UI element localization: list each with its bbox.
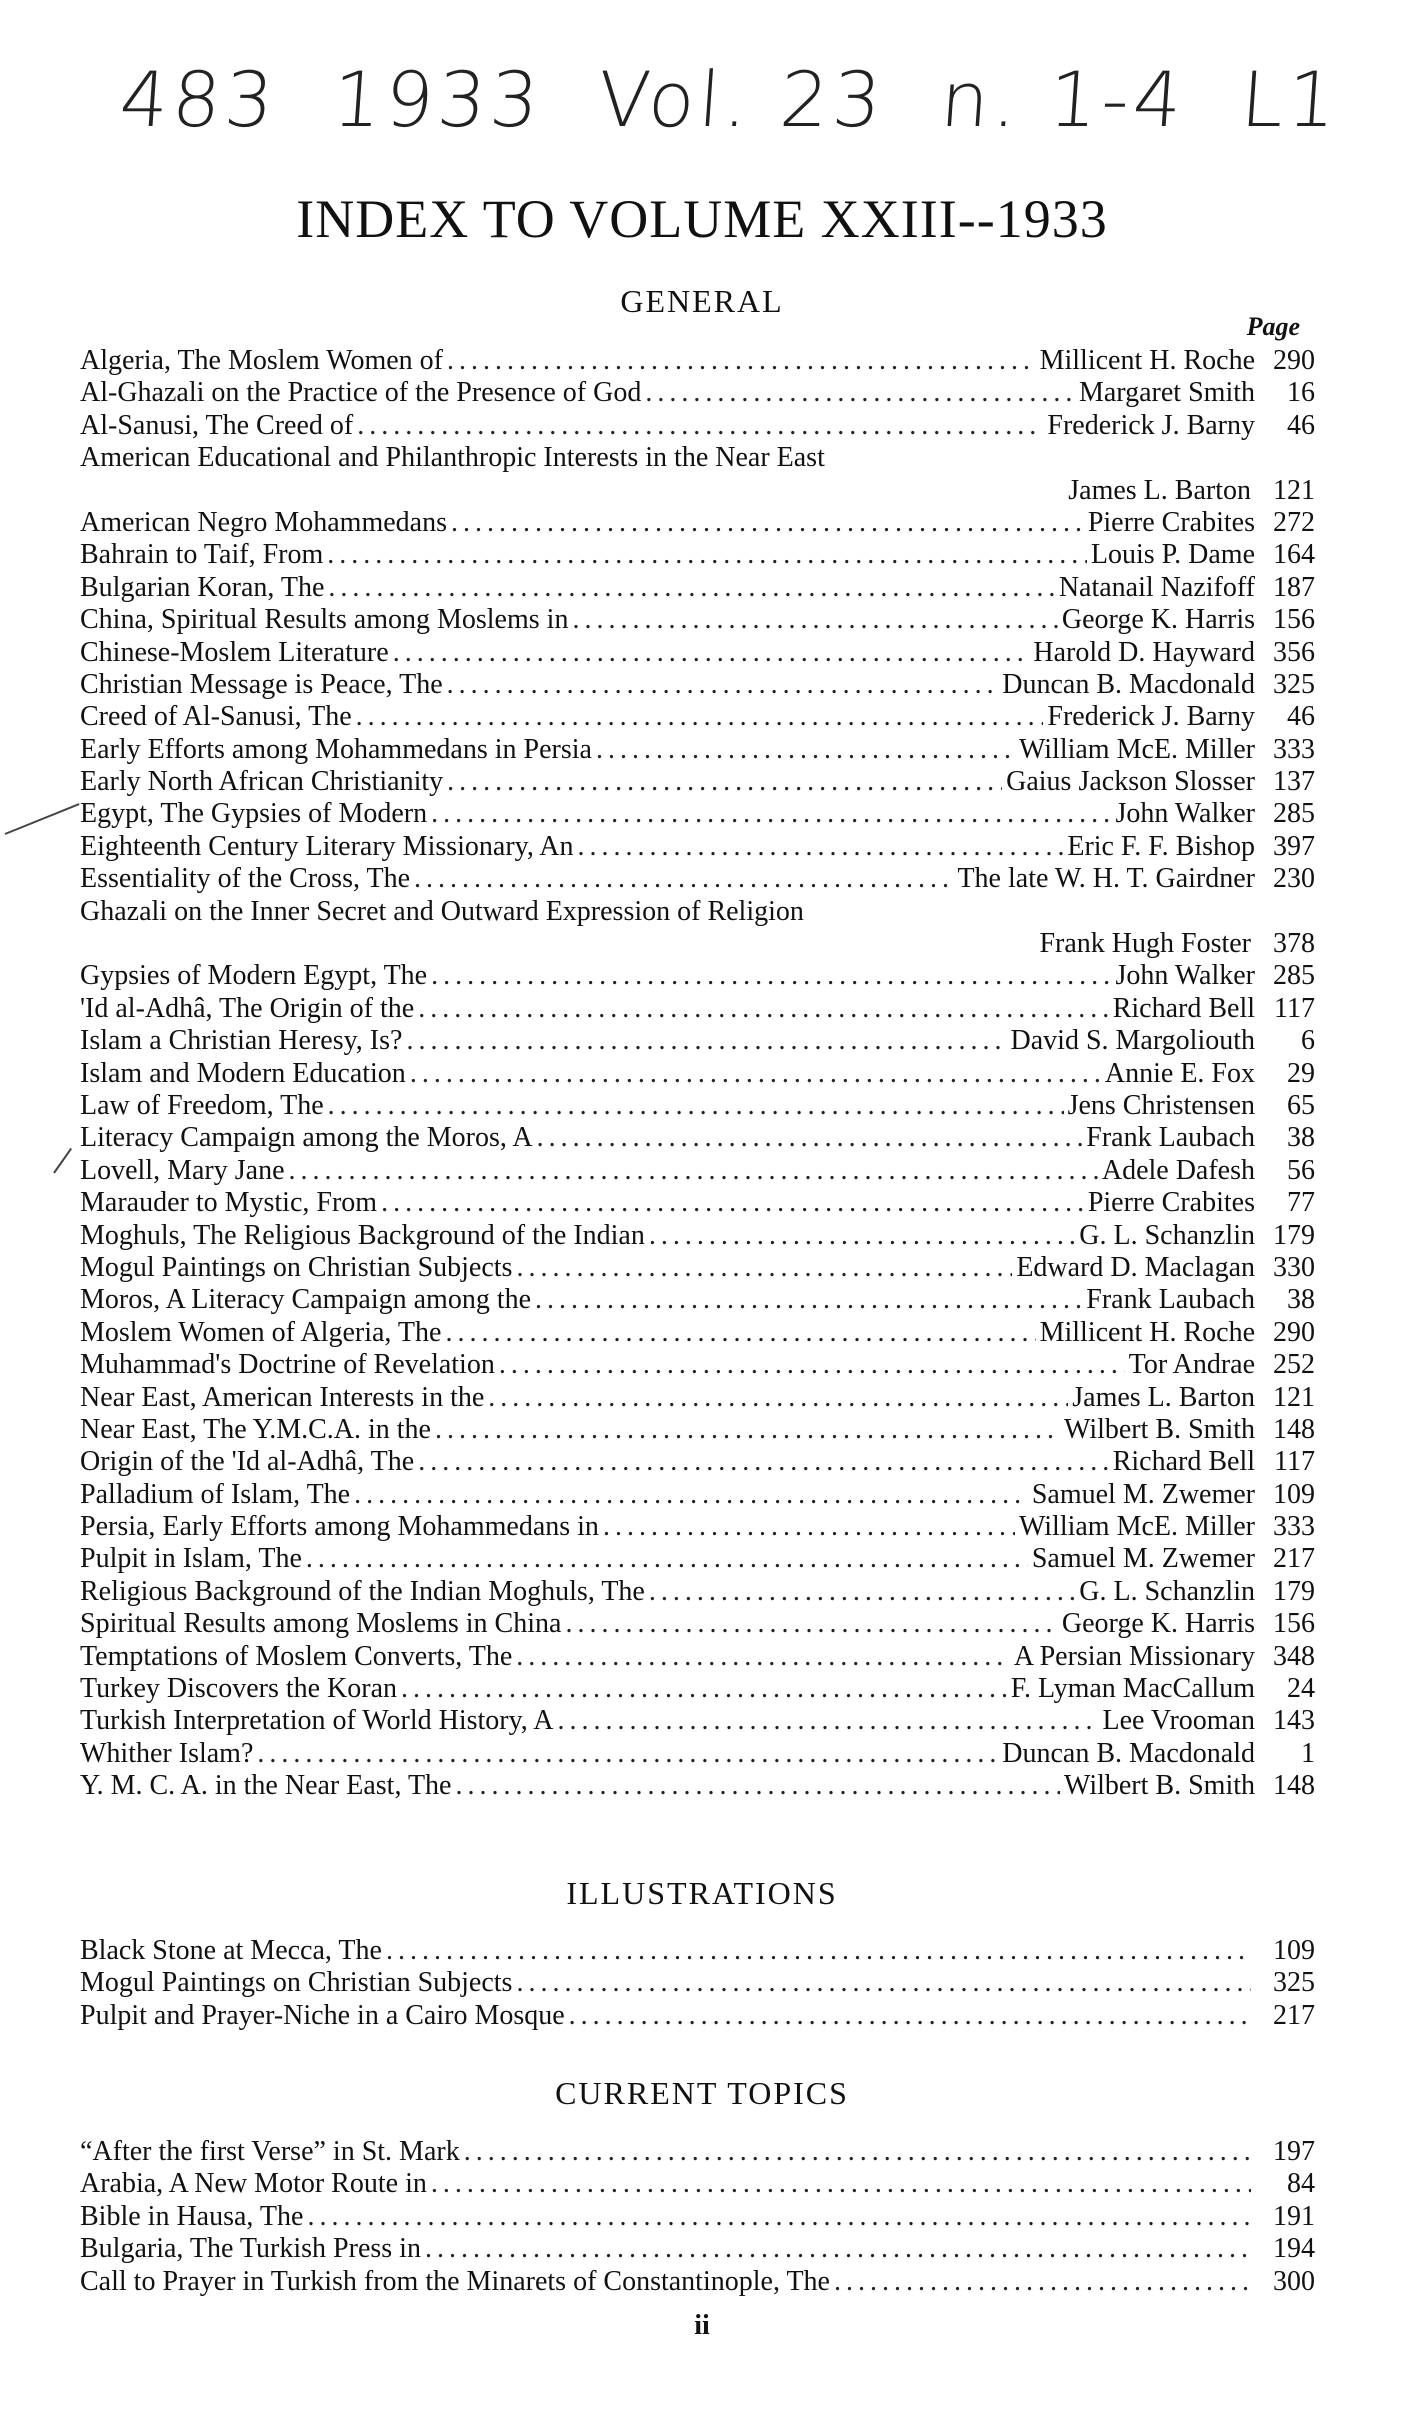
dot-leader [307,2201,1251,2233]
entry-page-number: 194 [1273,2233,1315,2265]
entry-subject: Lovell, Mary Jane [80,1154,285,1186]
entry-page-number: 300 [1273,2265,1315,2297]
entry-author: Harold D. Hayward [1033,636,1255,668]
entry-subject: Temptations of Moslem Converts, The [80,1640,513,1672]
entry-page-number: 378 [1273,928,1315,960]
dot-leader [645,377,1075,409]
dot-leader [447,345,1036,377]
entry-author: Gaius Jackson Slosser [1006,766,1255,798]
entry-subject: Arabia, A New Motor Route in [80,2168,427,2200]
entry-subject: Moslem Women of Algeria, The [80,1316,442,1348]
index-entry [80,1122,1315,1154]
entry-author: Frank Hugh Foster [1039,928,1251,960]
entry-page-number: 156 [1273,604,1315,636]
index-entry [80,1543,1315,1575]
entry-subject: Early North African Christianity [80,766,444,798]
entry-author: Lee Vrooman [1102,1705,1255,1737]
entry-author: Jens Christensen [1067,1089,1255,1121]
entry-page-number: 285 [1273,960,1315,992]
handwritten-part: Vol. 23 [595,55,889,144]
index-entry [80,2136,1315,2168]
entry-author: Frederick J. Barny [1047,701,1255,733]
entry-author: William McE. Miller [1018,733,1255,765]
dot-leader [357,410,1043,442]
section-heading-illustrations: ILLUSTRATIONS [566,1875,838,1911]
index-entry [80,2201,1315,2233]
handwritten-part: 1933 [329,55,546,144]
index-entry [80,993,1315,1025]
dot-leader [354,1479,1028,1511]
entry-page-number: 397 [1273,830,1315,862]
index-entry [80,896,1315,928]
index-entry [80,831,1315,863]
dot-leader [572,604,1057,636]
index-entry [80,1967,1315,1999]
dot-leader [603,1511,1015,1543]
entry-page-number: 230 [1273,863,1315,895]
index-entry [80,1090,1315,1122]
index-entry [80,928,1315,960]
entry-page-number: 191 [1273,2200,1315,2232]
entry-page-number: 356 [1273,636,1315,668]
current-topics-index-list [80,2136,1315,2298]
index-entry [80,1576,1315,1608]
entry-page-number: 290 [1273,1316,1315,1348]
entry-page-number: 117 [1274,992,1315,1024]
entry-subject: Al-Sanusi, The Creed of [80,409,354,441]
entry-subject: Bahrain to Taif, From [80,539,324,571]
dot-leader [431,798,1111,830]
index-entry [80,2233,1315,2265]
index-entry [80,1511,1315,1543]
dot-leader [535,1284,1082,1316]
entry-page-number: 187 [1273,571,1315,603]
dot-leader [578,831,1064,863]
entry-author: Samuel M. Zwemer [1031,1543,1255,1575]
index-entry [80,604,1315,636]
index-entry [80,637,1315,669]
entry-page-number: 38 [1287,1122,1315,1154]
entry-subject: Pulpit and Prayer-Niche in a Cairo Mosque [80,1999,565,2031]
entry-page-number: 121 [1273,474,1315,506]
dot-leader [445,1317,1035,1349]
entry-author: Edward D. Maclagan [1016,1251,1255,1283]
entry-page-number: 117 [1274,1446,1315,1478]
dot-leader [356,701,1044,733]
index-entry [80,345,1315,377]
dot-leader [410,1058,1101,1090]
entry-author: William McE. Miller [1018,1511,1255,1543]
entry-page-number: 46 [1287,409,1315,441]
entry-subject: Call to Prayer in Turkish from the Minarets of Constantinople, The [80,2265,830,2297]
entry-author: Duncan B. Macdonald [1002,1737,1255,1769]
entry-page-number: 137 [1273,766,1315,798]
index-entry [80,1673,1315,1705]
dot-leader [557,1705,1098,1737]
entry-page-number: 121 [1273,1381,1315,1413]
entry-page-number: 333 [1273,1511,1315,1543]
entry-page-number: 143 [1273,1705,1315,1737]
index-entry [80,1608,1315,1640]
dot-leader [649,1220,1075,1252]
entry-author: Annie E. Fox [1104,1057,1255,1089]
page-number: ii [694,2310,710,2341]
entry-author: Frank Laubach [1086,1122,1255,1154]
dot-leader [425,2233,1251,2265]
index-entry [80,734,1315,766]
dot-leader [257,1738,998,1770]
entry-page-number: 290 [1273,345,1315,376]
index-entry [80,1058,1315,1090]
dot-leader [649,1576,1075,1608]
dot-leader [431,960,1111,992]
index-entry [80,1382,1315,1414]
entry-subject: Moros, A Literacy Campaign among the [80,1284,532,1316]
index-entry [80,539,1315,571]
entry-page-number: 65 [1287,1089,1315,1121]
entry-page-number: 84 [1287,2168,1315,2200]
entry-author: Samuel M. Zwemer [1031,1478,1255,1510]
entry-subject: Creed of Al-Sanusi, The [80,701,352,733]
index-entry [80,701,1315,733]
dot-leader [537,1122,1083,1154]
entry-subject: Y. M. C. A. in the Near East, The [80,1770,452,1802]
entry-subject: Spiritual Results among Moslems in China [80,1608,562,1640]
entry-author: Duncan B. Macdonald [1002,668,1255,700]
entry-page-number: 56 [1287,1154,1315,1186]
dot-leader [516,1641,1010,1673]
entry-author: Eric F. F. Bishop [1067,830,1255,862]
entry-subject: Law of Freedom, The [80,1089,324,1121]
entry-author: G. L. Schanzlin [1079,1575,1255,1607]
entry-subject: Turkish Interpretation of World History, A [80,1705,554,1737]
entry-author: James L. Barton [1072,1381,1255,1413]
handwritten-part: L1 [1238,55,1344,144]
index-entry [80,2266,1315,2298]
entry-page-number: 1 [1301,1737,1315,1769]
dot-leader [488,1382,1068,1414]
dot-leader [328,1090,1064,1122]
dot-leader [516,1967,1251,1999]
dot-leader [447,669,999,701]
entry-author: F. Lyman MacCallum [1010,1673,1255,1705]
entry-subject: Bible in Hausa, The [80,2200,304,2232]
entry-page-number: 197 [1273,2136,1315,2167]
entry-subject: Mogul Paintings on Christian Subjects [80,1967,513,1999]
entry-author: John Walker [1115,960,1255,992]
entry-subject: Mogul Paintings on Christian Subjects [80,1251,513,1283]
dot-leader [401,1673,1007,1705]
entry-subject: American Educational and Philanthropic Interests in the Near East [80,442,825,474]
dot-leader [565,1608,1057,1640]
index-entry [80,410,1315,442]
entry-subject: China, Spiritual Results among Moslems in [80,604,569,636]
section-heading-current-topics: CURRENT TOPICS [555,2075,849,2111]
entry-subject: Origin of the 'Id al-Adhâ, The [80,1446,415,1478]
entry-author: Richard Bell [1112,992,1255,1024]
dot-leader [451,507,1084,539]
index-entry [80,572,1315,604]
dot-leader [327,539,1087,571]
dot-leader [289,1155,1098,1187]
entry-subject: Marauder to Mystic, From [80,1187,378,1219]
dot-leader [414,863,953,895]
index-entry [80,475,1315,507]
entry-subject: 'Id al-Adhâ, The Origin of the [80,992,415,1024]
entry-author: Adele Dafesh [1101,1154,1255,1186]
dot-leader [306,1543,1028,1575]
entry-subject: Moghuls, The Religious Background of the Indian [80,1219,645,1251]
index-entry [80,1220,1315,1252]
page-column-label: Page [1246,312,1300,341]
entry-subject: Near East, The Y.M.C.A. in the [80,1413,431,1445]
entry-page-number: 285 [1273,798,1315,830]
dot-leader [418,993,1108,1025]
dot-leader [431,2168,1251,2200]
entry-author: G. L. Schanzlin [1079,1219,1255,1251]
entry-page-number: 109 [1273,1935,1315,1966]
dot-leader [328,572,1054,604]
entry-page-number: 217 [1273,1999,1315,2031]
entry-author: The late W. H. T. Gairdner [957,863,1255,895]
index-entry [80,507,1315,539]
pencil-mark [5,803,80,835]
index-entry [80,1187,1315,1219]
entry-subject: Muhammad's Doctrine of Revelation [80,1349,495,1381]
index-entry [80,1479,1315,1511]
dot-leader [834,2266,1251,2298]
entry-page-number: 16 [1287,377,1315,409]
entry-subject: Islam a Christian Heresy, Is? [80,1025,403,1057]
entry-subject: Christian Message is Peace, The [80,668,443,700]
dot-leader [455,1770,1060,1802]
entry-author: George K. Harris [1061,604,1255,636]
entry-page-number: 24 [1287,1673,1315,1705]
entry-author: James L. Barton [1068,474,1251,506]
index-entry [80,1025,1315,1057]
entry-subject: Bulgaria, The Turkish Press in [80,2233,421,2265]
index-entry [80,766,1315,798]
entry-subject: Ghazali on the Inner Secret and Outward Expression of Religion [80,895,804,927]
dot-leader [393,637,1030,669]
entry-author: George K. Harris [1061,1608,1255,1640]
entry-page-number: 164 [1273,539,1315,571]
entry-subject: American Negro Mohammedans [80,506,447,538]
dot-leader [435,1414,1060,1446]
dot-leader [386,1935,1251,1967]
entry-author: Millicent H. Roche [1039,1316,1255,1348]
entry-page-number: 6 [1301,1025,1315,1057]
index-entry [80,1446,1315,1478]
general-index-list [80,345,1315,1803]
entry-page-number: 252 [1273,1349,1315,1381]
dot-leader [499,1349,1125,1381]
entry-subject: Whither Islam? [80,1737,254,1769]
entry-subject: “After the first Verse” in St. Mark [80,2136,460,2167]
entry-subject: Bulgarian Koran, The [80,571,325,603]
index-entry [80,669,1315,701]
dot-leader [381,1187,1084,1219]
entry-subject: Persia, Early Efforts among Mohammedans in [80,1511,599,1543]
entry-page-number: 148 [1273,1413,1315,1445]
entry-subject: Gypsies of Modern Egypt, The [80,960,428,992]
entry-page-number: 325 [1273,668,1315,700]
entry-author: Pierre Crabites [1087,506,1255,538]
index-entry [80,863,1315,895]
entry-page-number: 29 [1287,1057,1315,1089]
entry-author: Margaret Smith [1078,377,1255,409]
handwritten-part: 483 [116,55,281,144]
entry-page-number: 179 [1273,1575,1315,1607]
entry-subject: Black Stone at Mecca, The [80,1935,382,1966]
dot-leader [418,1446,1108,1478]
entry-author: John Walker [1115,798,1255,830]
index-entry [80,1155,1315,1187]
entry-page-number: 272 [1273,506,1315,538]
entry-author: David S. Margoliouth [1010,1025,1255,1057]
entry-page-number: 77 [1287,1187,1315,1219]
dot-leader [596,734,1015,766]
entry-page-number: 38 [1287,1284,1315,1316]
entry-page-number: 325 [1273,1967,1315,1999]
entry-subject: Eighteenth Century Literary Missionary, An [80,830,574,862]
page-title: INDEX TO VOLUME XXIII--1933 [296,189,1108,249]
entry-page-number: 333 [1273,733,1315,765]
index-entry [80,1349,1315,1381]
entry-subject: Islam and Modern Education [80,1057,406,1089]
entry-author: Natanail Nazifoff [1058,571,1255,603]
index-entry [80,1252,1315,1284]
pencil-mark [53,1148,72,1174]
index-entry [80,1414,1315,1446]
entry-subject: Near East, American Interests in the [80,1381,485,1413]
entry-subject: Religious Background of the Indian Moghuls, The [80,1575,645,1607]
entry-subject: Egypt, The Gypsies of Modern [80,798,428,830]
entry-subject: Chinese-Moslem Literature [80,636,389,668]
dot-leader [447,766,1002,798]
dot-leader [569,2000,1251,2032]
entry-author: Frederick J. Barny [1047,409,1255,441]
dot-leader [406,1025,1006,1057]
index-entry [80,377,1315,409]
index-entry [80,1705,1315,1737]
index-entry [80,1935,1315,1967]
entry-subject: Pulpit in Islam, The [80,1543,302,1575]
entry-page-number: 179 [1273,1219,1315,1251]
index-entry [80,1738,1315,1770]
index-entry [80,442,1315,474]
entry-subject: Literacy Campaign among the Moros, A [80,1122,533,1154]
entry-subject: Al-Ghazali on the Practice of the Presence of God [80,377,642,409]
entry-subject: Palladium of Islam, The [80,1478,351,1510]
index-entry [80,1641,1315,1673]
entry-subject: Turkey Discovers the Koran [80,1673,398,1705]
entry-page-number: 156 [1273,1608,1315,1640]
index-entry [80,1284,1315,1316]
entry-page-number: 330 [1273,1251,1315,1283]
index-entry [80,1317,1315,1349]
section-heading-general: GENERAL [620,283,784,319]
entry-page-number: 109 [1273,1478,1315,1510]
entry-author: A Persian Missionary [1013,1640,1255,1672]
entry-page-number: 46 [1287,701,1315,733]
entry-page-number: 217 [1273,1543,1315,1575]
entry-subject: Early Efforts among Mohammedans in Persia [80,733,592,765]
entry-subject: Essentiality of the Cross, The [80,863,410,895]
entry-page-number: 348 [1273,1640,1315,1672]
index-entry [80,2168,1315,2200]
index-entry [80,2000,1315,2032]
entry-author: Millicent H. Roche [1039,345,1255,376]
entry-page-number: 148 [1273,1770,1315,1802]
illustrations-index-list [80,1935,1315,2032]
entry-author: Louis P. Dame [1090,539,1255,571]
entry-author: Wilbert B. Smith [1064,1770,1255,1802]
index-entry [80,798,1315,830]
entry-author: Richard Bell [1112,1446,1255,1478]
dot-leader [464,2136,1251,2168]
handwritten-call-number [117,55,1343,144]
dot-leader [516,1252,1012,1284]
index-entry [80,960,1315,992]
index-entry [80,1770,1315,1802]
entry-author: Pierre Crabites [1087,1187,1255,1219]
handwritten-part: n. 1-4 [937,55,1189,144]
entry-author: Frank Laubach [1086,1284,1255,1316]
entry-author: Tor Andrae [1128,1349,1255,1381]
entry-subject: Algeria, The Moslem Women of [80,345,443,376]
entry-author: Wilbert B. Smith [1064,1413,1255,1445]
